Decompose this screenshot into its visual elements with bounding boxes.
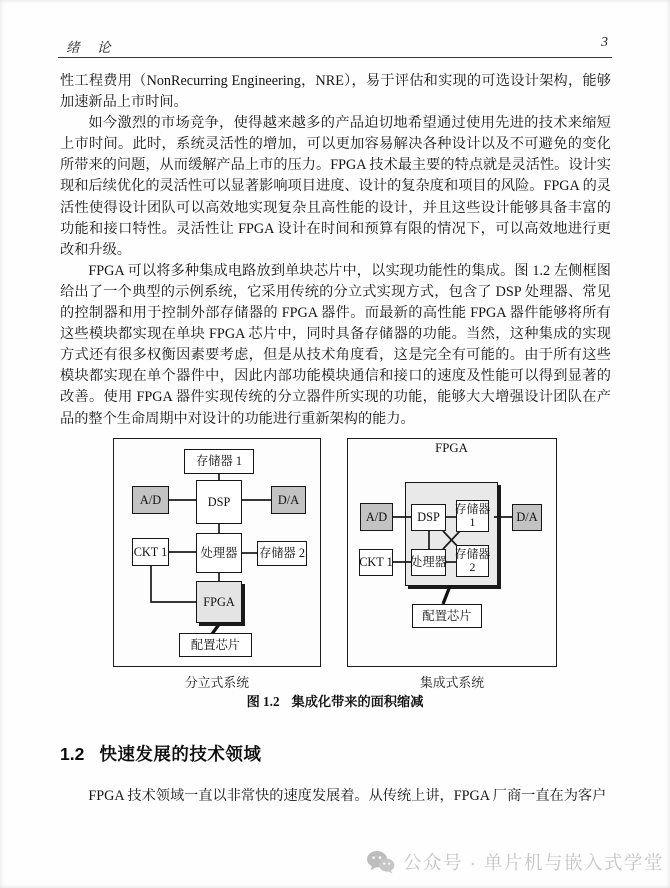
paragraph-4: FPGA 技术领域一直以非常快的速度发展着。从传统上讲，FPGA 厂商一直在为客户: [88, 788, 607, 804]
ckt1-box: CKT 1: [359, 549, 393, 576]
wechat-icon: [366, 850, 395, 874]
memory2-label-line2: 2: [469, 560, 476, 574]
body-text-block-2: [60, 786, 611, 807]
section-number: 1.2: [60, 744, 85, 764]
config-chip-box: 配置芯片: [179, 633, 252, 657]
discrete-system-label: 分立式系统: [185, 676, 249, 690]
fpga-box: FPGA: [196, 581, 242, 623]
dsp-box: DSP: [411, 504, 446, 531]
config-chip-box: 配置芯片: [412, 604, 482, 628]
ad-converter-box: A/D: [132, 486, 169, 514]
memory1-label-line2: 1: [469, 515, 476, 529]
ad-converter-box: A/D: [360, 503, 393, 531]
memory1-box: [456, 500, 489, 532]
integrated-system-label: 集成式系统: [420, 676, 484, 690]
da-converter-box: D/A: [271, 486, 306, 514]
memory2-box: 存储器 2: [257, 541, 307, 566]
chapter-title: 绪 论: [66, 40, 113, 55]
figure-caption-number: 图 1.2: [246, 694, 280, 709]
memory1-box: 存储器 1: [184, 449, 254, 474]
page-header: [58, 34, 612, 58]
paragraph-1: 性工程费用（NonRecurring Engineering，NRE），易于评估和实现的可选设计架构，能够加速新品上市时间。: [60, 73, 611, 111]
paragraph-3: FPGA 可以将多种集成电路放到单块芯片中，以实现功能性的集成。图 1.2 左侧框图给出了一个典型的示例系统，它采用传统的分立式实现方式，包含了 DSP 处理器、常见的控制器和用于控制外部存储器的 FPGA 器件。而最新的高性能 FPGA 器件能够将所有这些模块都实现在单块 FPGA 芯片中，同时具备存储器的功能。当然，这种集成的实现方式还有很多权衡因素要考虑，但是从技术角度看，这是完全有可能的。由于所有这些模块都实现在单个器件中，因此内部功能模块通信和接口的速度及性能可以得到显著的改善。使用 FPGA 器件实现传统的分立器件所实现的功能，能够大大增强设计团队在产品的整个生命周期中对设计的功能进行重新架构的能力。: [60, 262, 611, 427]
memory1-label-line1: 存储器: [454, 501, 491, 516]
fpga-container-label: FPGA: [435, 441, 468, 455]
discrete-system-diagram: [113, 438, 321, 667]
memory2-box: [456, 545, 489, 577]
figure-1-2: [113, 438, 557, 710]
figure-caption-text: 集成化带来的面积缩减: [291, 694, 424, 709]
processor-box: 处理器: [411, 549, 446, 576]
processor-box: 处理器: [196, 533, 242, 573]
figure-caption: [113, 691, 557, 710]
section-title: 快速发展的技术领域: [99, 744, 262, 764]
paragraph-2: 如今激烈的市场竞争，使得越来越多的产品迫切地希望通过使用先进的技术来缩短上市时间。此时，系统灵活性的增加，可以更加容易解决各种设计以及不可避免的变化所带来的问题，从而缓解产品上市的压力。FPGA 技术最主要的特点就是灵活性。设计实现和后续优化的灵活性可以显著影响项目进度、设计的复杂度和项目的风险。FPGA 的灵活性使得设计团队可以高效地实现复杂且高性能的设计，并且这些设计能够具备丰富的功能和接口特性。灵活性让 FPGA 设计在时间和预算有限的情况下，可以高效地进行更改和升级。: [60, 115, 611, 258]
body-text-block: [60, 71, 611, 430]
watermark: [366, 849, 664, 875]
ckt1-box: CKT 1: [132, 538, 169, 566]
dsp-box: DSP: [196, 480, 242, 524]
page-number: 3: [601, 35, 608, 50]
da-converter-box: D/A: [512, 504, 542, 531]
watermark-text: 公众号 · 单片机与嵌入式学堂: [403, 852, 664, 873]
integrated-system-diagram: [347, 438, 557, 667]
memory2-label-line1: 存储器: [454, 546, 491, 561]
section-heading: [60, 741, 261, 766]
